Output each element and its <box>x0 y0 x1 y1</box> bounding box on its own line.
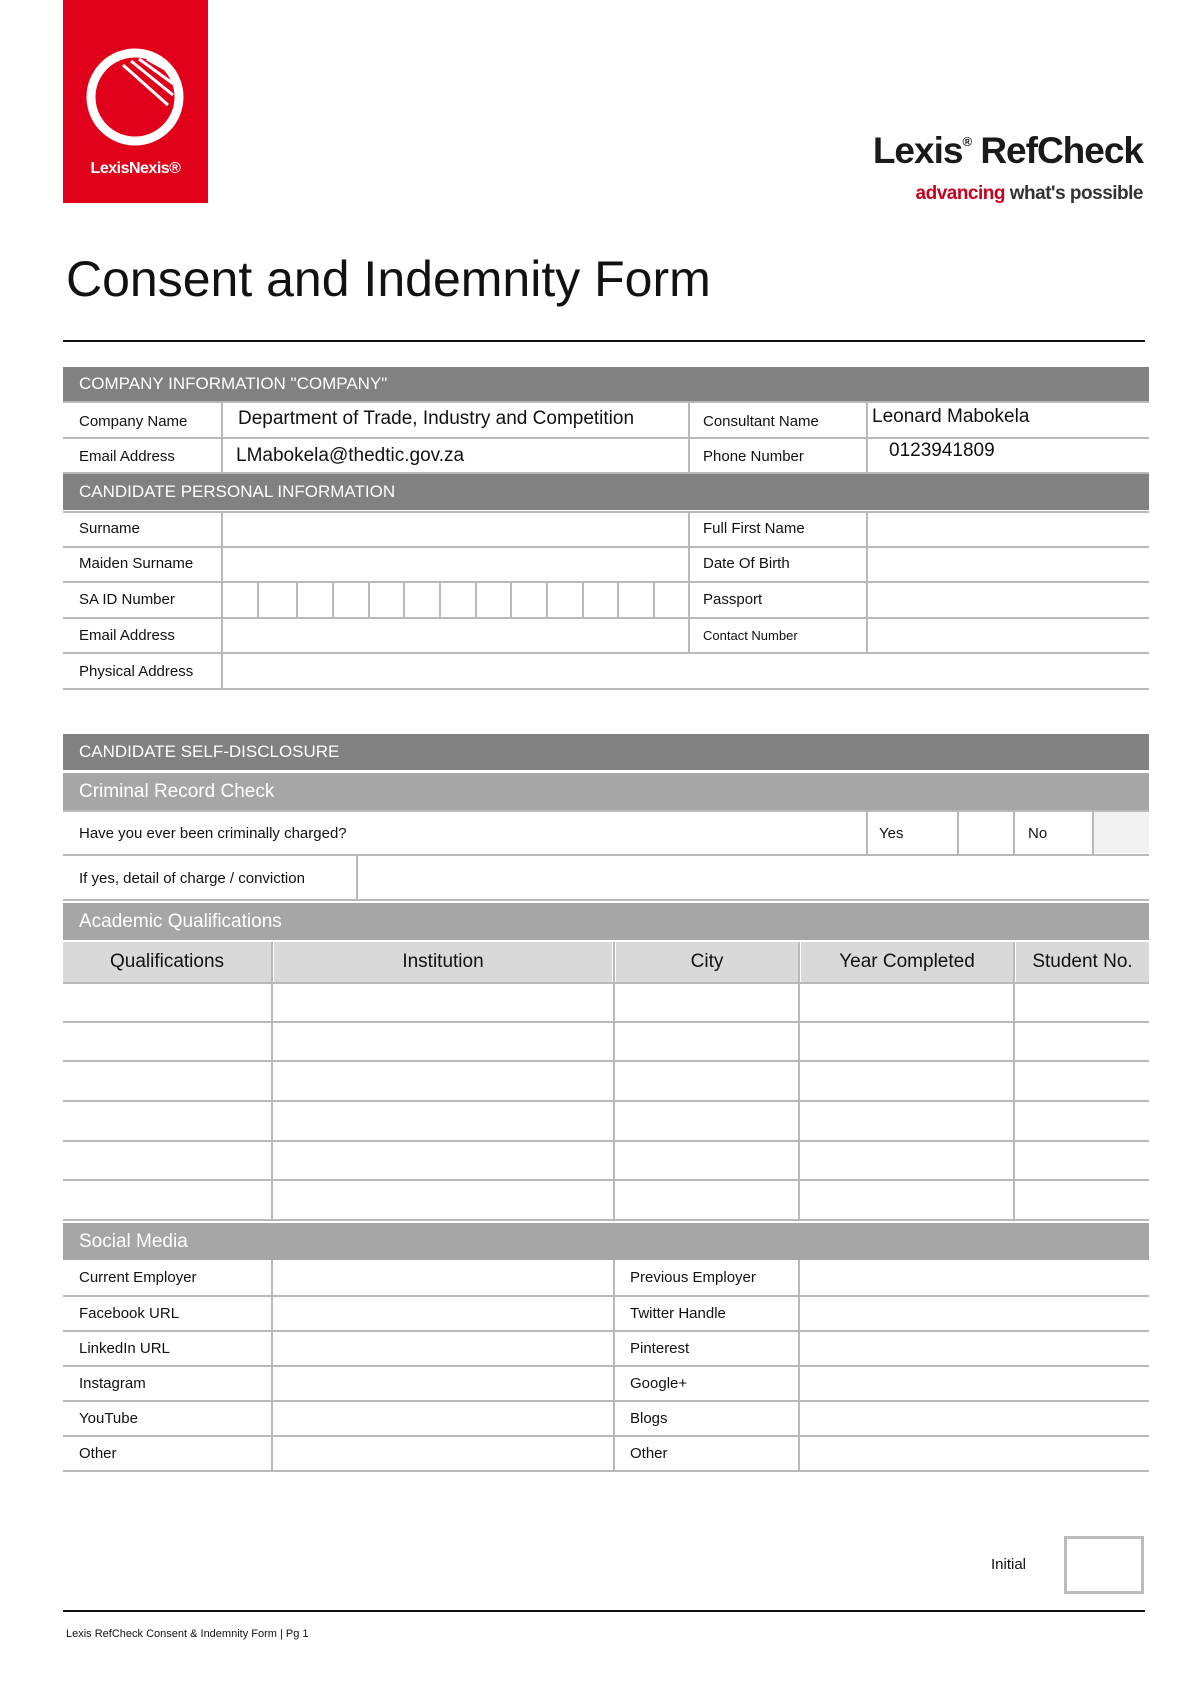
consultant-name-label: Consultant Name <box>703 413 819 430</box>
candidate-email-label: Email Address <box>79 627 175 644</box>
phone-number-label: Phone Number <box>703 448 804 465</box>
physical-address-label: Physical Address <box>79 663 194 680</box>
divider <box>957 810 959 854</box>
column-header-city: City <box>616 942 798 982</box>
column-header-student-no: Student No. <box>1016 942 1149 982</box>
footer-divider <box>63 1610 1145 1612</box>
column-header-qualifications: Qualifications <box>63 942 271 982</box>
candidate-email-field[interactable] <box>224 619 686 651</box>
first-name-label: Full First Name <box>703 520 805 537</box>
divider <box>63 688 1149 690</box>
blogs-label: Blogs <box>630 1410 668 1427</box>
lexisnexis-logo <box>63 0 208 203</box>
brand-tagline: advancing what's possible <box>915 183 1143 204</box>
social-left-fields[interactable] <box>274 1262 612 1468</box>
charge-detail-field[interactable] <box>359 856 1147 898</box>
divider <box>63 1470 1149 1472</box>
contact-number-field[interactable] <box>869 619 1147 651</box>
phone-number-field[interactable]: 0123941809 <box>889 440 995 461</box>
divider <box>63 899 1149 901</box>
linkedin-url-label: LinkedIn URL <box>79 1340 170 1357</box>
page-footer: Lexis RefCheck Consent & Indemnity Form | Pg 1 <box>66 1628 309 1640</box>
initial-label: Initial <box>991 1556 1027 1573</box>
divider <box>221 401 223 472</box>
company-email-label: Email Address <box>79 448 175 465</box>
divider <box>356 854 358 899</box>
divider <box>688 401 690 472</box>
charge-detail-label: If yes, detail of charge / conviction <box>79 870 305 887</box>
first-name-field[interactable] <box>869 513 1147 545</box>
physical-address-field[interactable] <box>224 654 1147 686</box>
divider <box>866 511 868 652</box>
passport-label: Passport <box>703 591 763 608</box>
other-left-label: Other <box>79 1445 117 1462</box>
passport-field[interactable] <box>869 583 1147 615</box>
twitter-handle-label: Twitter Handle <box>630 1305 726 1322</box>
company-name-label: Company Name <box>79 413 188 430</box>
surname-label: Surname <box>79 520 140 537</box>
divider <box>798 1260 800 1470</box>
divider <box>271 1260 273 1470</box>
facebook-url-label: Facebook URL <box>79 1305 180 1322</box>
contact-number-label: Contact Number <box>703 628 798 643</box>
instagram-label: Instagram <box>79 1375 146 1392</box>
page-title: Consent and Indemnity Form <box>66 251 711 307</box>
criminal-charge-question: Have you ever been criminally charged? <box>79 825 347 842</box>
surname-field[interactable] <box>224 513 686 545</box>
divider <box>688 511 690 652</box>
brand-name: Lexis® RefCheck <box>872 130 1143 171</box>
google-plus-label: Google+ <box>630 1375 688 1392</box>
consultant-name-field[interactable]: Leonard Mabokela <box>872 406 1030 427</box>
title-divider <box>63 340 1145 342</box>
company-section-header: COMPANY INFORMATION "COMPANY" <box>63 367 1149 401</box>
sa-id-number-label: SA ID Number <box>79 591 175 608</box>
social-media-section-header: Social Media <box>63 1223 1149 1260</box>
yes-checkbox[interactable] <box>960 812 1012 853</box>
maiden-surname-field[interactable] <box>224 548 686 580</box>
logo-wordmark: LexisNexis® <box>90 160 181 177</box>
pinterest-label: Pinterest <box>630 1340 690 1357</box>
lexisnexis-emblem-icon <box>83 45 188 150</box>
sa-id-number-field[interactable] <box>224 583 686 615</box>
divider <box>866 401 868 472</box>
divider <box>866 810 868 854</box>
disclosure-section-header: CANDIDATE SELF-DISCLOSURE <box>63 734 1149 770</box>
column-header-institution: Institution <box>274 942 612 982</box>
date-of-birth-field[interactable] <box>869 548 1147 580</box>
social-right-fields[interactable] <box>801 1262 1147 1468</box>
column-header-year-completed: Year Completed <box>801 942 1013 982</box>
candidate-section-header: CANDIDATE PERSONAL INFORMATION <box>63 474 1149 510</box>
academic-section-header: Academic Qualifications <box>63 903 1149 940</box>
other-right-label: Other <box>630 1445 668 1462</box>
company-name-field[interactable]: Department of Trade, Industry and Competition <box>238 408 635 429</box>
divider <box>63 1219 1149 1221</box>
criminal-record-header: Criminal Record Check <box>63 773 1149 810</box>
no-label: No <box>1028 825 1048 842</box>
date-of-birth-label: Date Of Birth <box>703 555 790 572</box>
divider <box>63 437 1149 439</box>
divider <box>221 511 223 688</box>
previous-employer-label: Previous Employer <box>630 1269 756 1286</box>
yes-label: Yes <box>879 825 904 842</box>
qualifications-table-body[interactable] <box>63 984 1149 1217</box>
initial-field[interactable] <box>1064 1536 1144 1594</box>
maiden-surname-label: Maiden Surname <box>79 555 194 572</box>
divider <box>1013 810 1015 854</box>
company-email-field[interactable]: LMabokela@thedtic.gov.za <box>236 445 465 466</box>
current-employer-label: Current Employer <box>79 1269 197 1286</box>
youtube-label: YouTube <box>79 1410 138 1427</box>
no-checkbox[interactable] <box>1094 812 1149 853</box>
divider <box>613 1260 615 1470</box>
divider <box>63 401 1149 403</box>
